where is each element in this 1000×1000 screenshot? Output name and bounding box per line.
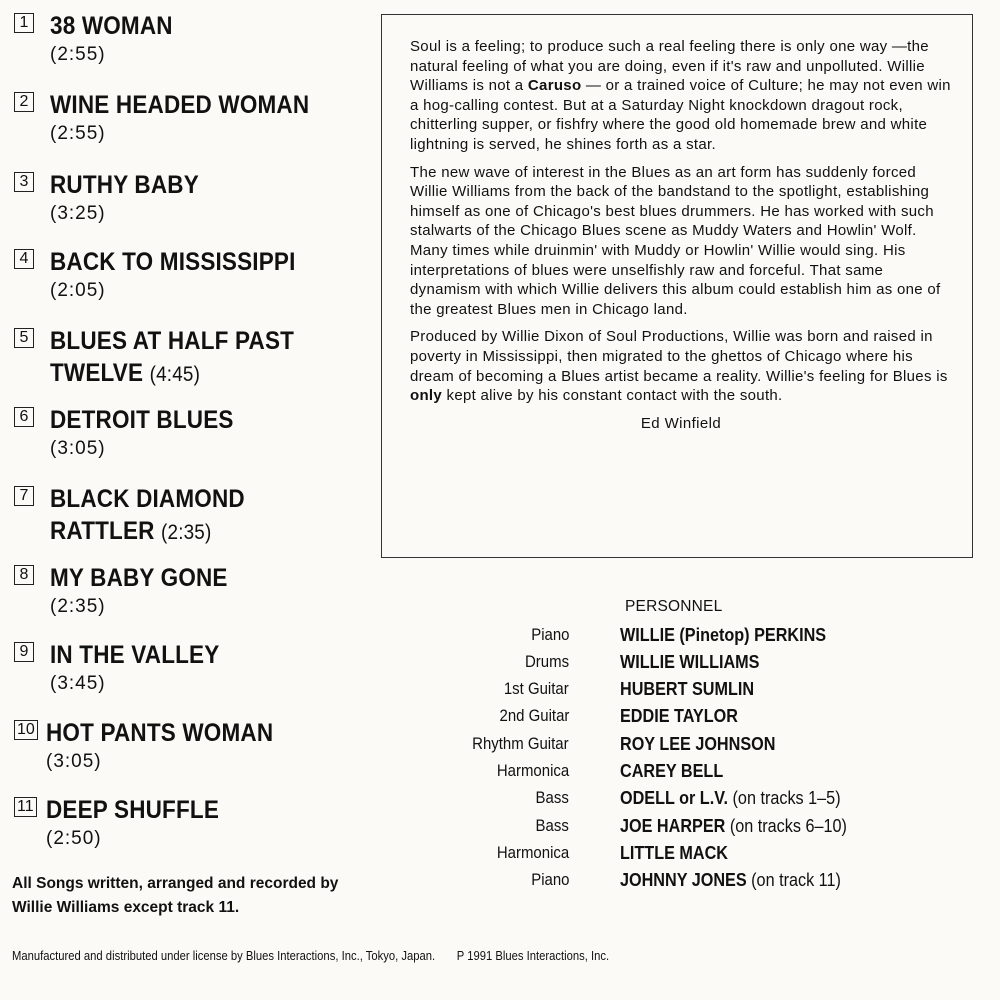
track-number: 10 [14,720,38,740]
personnel-row [380,758,980,785]
personnel-player [620,867,841,893]
player-note: (on track 11) [751,870,841,890]
track-title: BLUES AT HALF PAST [50,327,295,355]
track-number: 2 [14,92,34,112]
personnel-row [380,676,980,703]
personnel-instrument: Piano [530,870,569,889]
track-title: 38 WOMAN [50,12,173,40]
personnel-instrument: Piano [530,625,569,644]
personnel-instrument: Bass [535,816,569,835]
player-name: JOE HARPER [620,816,726,836]
player-name: CAREY BELL [620,761,724,781]
personnel-player [620,840,728,866]
track-number: 6 [14,407,34,427]
liner-notes-paragraph [410,37,952,155]
personnel-row [380,785,980,812]
player-name: WILLIE (Pinetop) PERKINS [620,625,827,645]
personnel-row [380,840,980,867]
liner-notes-text: kept alive by his constant contact with the south. [442,387,783,405]
track-duration: (2:35) [50,596,106,617]
track-number: 7 [14,486,34,506]
track-title: WINE HEADED WOMAN [50,91,310,119]
personnel-instrument: Harmonica [496,843,569,862]
personnel-row [380,649,980,676]
track-title: RUTHY BABY [50,171,199,199]
personnel-player [620,676,754,702]
liner-notes-paragraph: The new wave of interest in the Blues as an art form has suddenly forced Willie Williams from the back of the bandstand to the spotlight, establishing himself as one of Chicago's best blues drummers. He has worked with such stalwarts of the Chicago Blues scene as Muddy Waters and Howlin' Wolf. Many times while druinmin' with Muddy or Howlin' Willie would sing. His interpretations of blues were unselfishly raw and forceful. That same dynamism with which Willie delivers this album could establish him as one of the greatest Blues men in Chicago land. [410,163,941,318]
track-number: 4 [14,249,34,269]
track-number: 5 [14,328,34,348]
track-title: BACK TO MISSISSIPPI [50,248,296,276]
personnel-row [380,703,980,730]
track-duration: (4:45) [149,363,201,386]
track-duration: (3:25) [50,203,106,224]
personnel-instrument: Harmonica [496,761,569,780]
track-number: 9 [14,642,34,662]
track-title-continued [50,513,211,551]
personnel-instrument: 2nd Guitar [499,706,569,725]
liner-notes-signature: Ed Winfield [640,414,722,432]
liner-notes-paragraph [410,327,952,405]
track-duration: (2:55) [50,44,106,65]
track-title: IN THE VALLEY [50,641,220,669]
track-number: 8 [14,565,34,585]
personnel-player [620,785,841,811]
footer-legal [12,947,609,965]
liner-notes-emphasis: only [410,387,443,405]
liner-notes-text: Soul is a feeling; to produce such a real feeling there is only one way —the natural feeling of what you are doing, even if it's raw and unpolluted. Willie Williams is not a [410,38,929,95]
track-title-line2: TWELVE [50,359,144,387]
personnel-row [380,622,980,649]
track-duration: (2:05) [50,280,106,301]
track-number: 3 [14,172,34,192]
track-title-line2: RATTLER [50,517,155,545]
track-duration: (3:45) [50,673,106,694]
player-name: JOHNNY JONES [620,870,747,890]
player-note: (on tracks 6–10) [729,816,847,836]
personnel-row [380,867,980,894]
track-title-continued [50,355,200,393]
credits-line: Willie Williams except track 11. [12,899,240,916]
personnel-player [620,813,847,839]
track-title: HOT PANTS WOMAN [46,719,274,747]
track-number: 1 [14,13,34,33]
track-title: DEEP SHUFFLE [46,796,220,824]
license-text: Manufactured and distributed under license by Blues Interactions, Inc., Tokyo, Japan. [12,949,436,963]
player-name: EDDIE TAYLOR [620,706,738,726]
personnel-player [620,622,826,648]
track-duration: (2:50) [46,828,102,849]
track-title: BLACK DIAMOND [50,485,245,513]
track-duration: (2:55) [50,123,106,144]
personnel-row [380,813,980,840]
personnel-player [620,731,775,757]
credits-line: All Songs written, arranged and recorded by [12,875,339,892]
player-name: ODELL or L.V. [620,788,729,808]
player-name: WILLIE WILLIAMS [620,652,760,672]
player-note: (on tracks 1–5) [732,788,841,808]
personnel-row [380,731,980,758]
track-title: MY BABY GONE [50,564,228,592]
player-name: ROY LEE JOHNSON [620,734,776,754]
liner-notes-text: Produced by Willie Dixon of Soul Productions, Willie was born and raised in poverty in Mississippi, then migrated to the ghettos of Chicago where his dream of becoming a Blues artist became a reality. Willie's feeling for Blues is [410,328,948,385]
personnel-instrument: Rhythm Guitar [472,734,569,753]
track-duration: (3:05) [46,751,102,772]
track-title: DETROIT BLUES [50,406,234,434]
liner-notes-text: — or a trained voice of Culture; he may not even win a hog-calling contest. But at a Saturday Night knockdown dragout rock, chitterling supper, or fishfry where the good old homemade brew and white lightning is served, he shines forth as a star. [410,77,951,153]
track-duration: (3:05) [50,438,106,459]
personnel-player [620,649,759,675]
personnel-heading: PERSONNEL [625,598,723,615]
track-duration: (2:35) [161,521,212,544]
liner-notes-emphasis: Caruso [527,77,582,95]
player-name: HUBERT SUMLIN [620,679,755,699]
personnel-player [620,703,738,729]
player-name: LITTLE MACK [620,843,728,863]
personnel-instrument: 1st Guitar [504,679,569,698]
copyright-text: P 1991 Blues Interactions, Inc. [456,949,610,963]
personnel-instrument: Bass [535,788,569,807]
liner-notes-box [381,14,973,558]
track-number: 11 [14,797,37,817]
personnel-player [620,758,723,784]
personnel-instrument: Drums [524,652,569,671]
